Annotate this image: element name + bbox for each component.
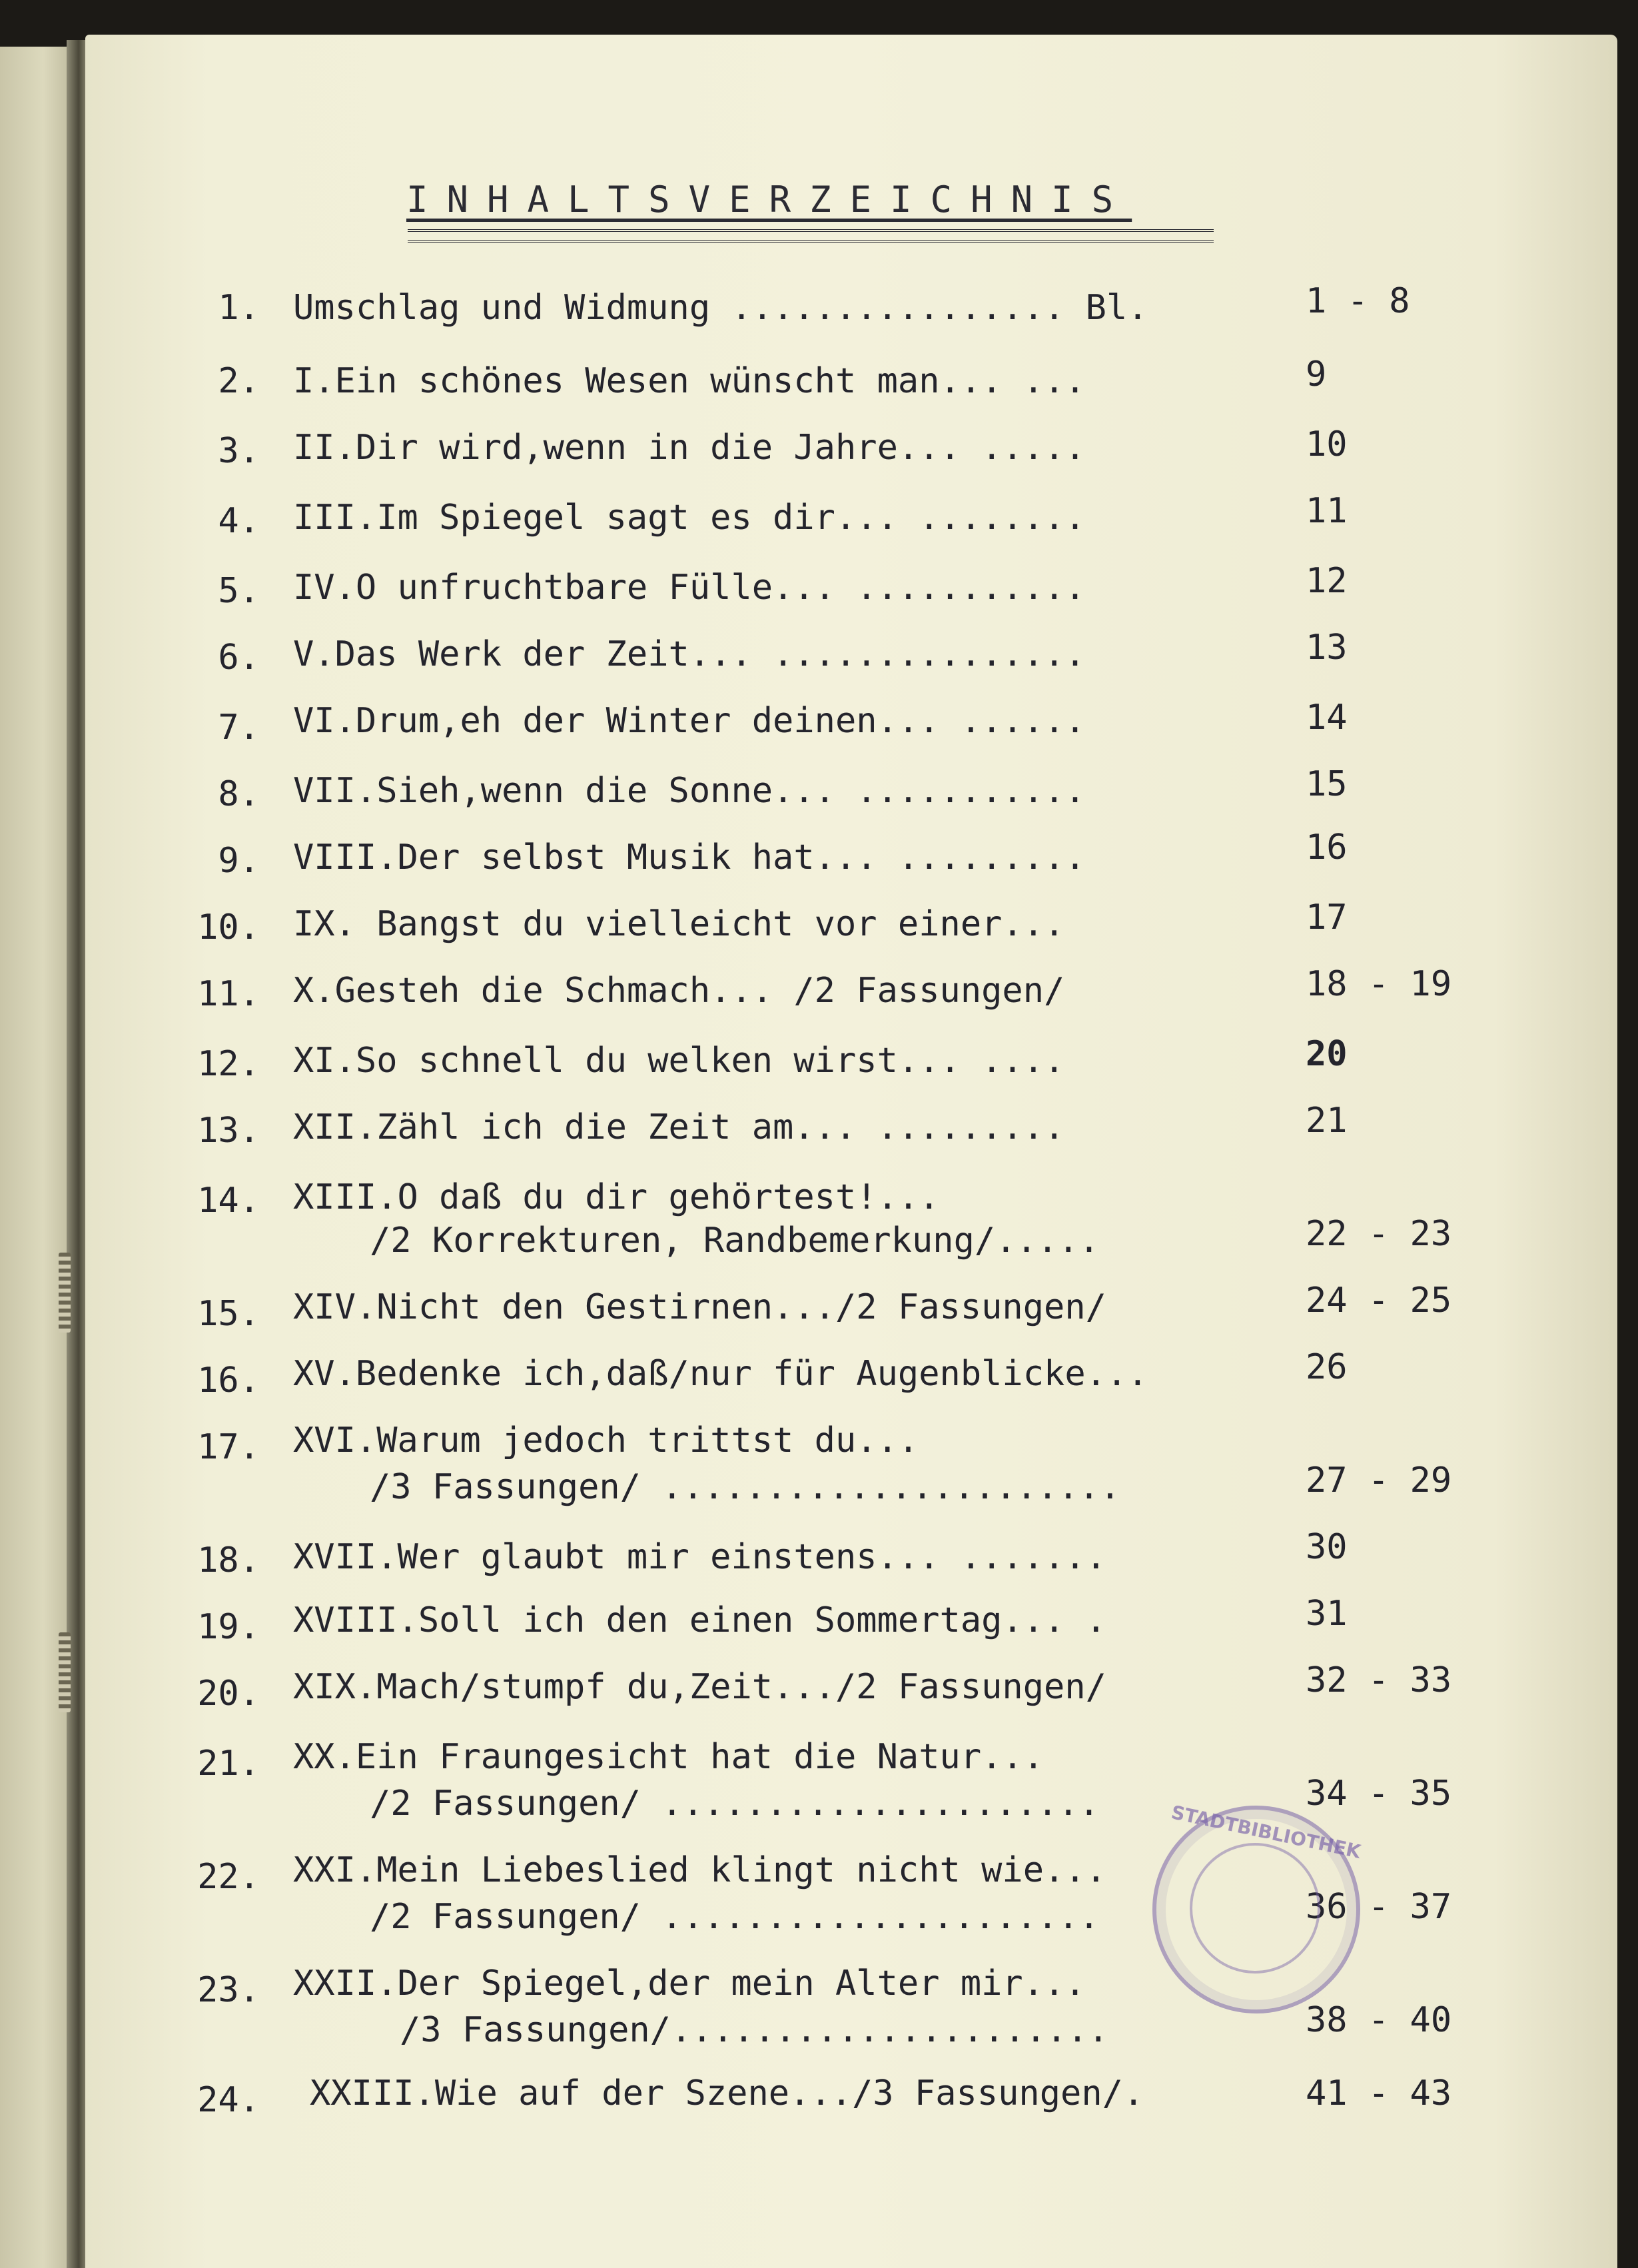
entry-title: XVIII.Soll ich den einen Sommertag... . — [293, 1600, 1106, 1640]
entry-title: IV.O unfruchtbare Fülle... ........... — [293, 568, 1086, 608]
entry-number: 2. — [218, 361, 260, 401]
library-stamp — [1152, 1801, 1363, 2013]
entry-number: 10. — [197, 907, 260, 947]
entry-number: 9. — [218, 841, 260, 881]
entry-pages: 32 - 33 — [1306, 1660, 1452, 1700]
entry-pages: 20 — [1306, 1034, 1348, 1074]
entry-number: 16. — [197, 1361, 260, 1401]
entry-subtitle: /2 Korrekturen, Randbemerkung/..... — [370, 1221, 1100, 1261]
entry-number: 22. — [197, 1857, 260, 1897]
entry-number: 8. — [218, 774, 260, 814]
entry-number: 4. — [218, 501, 260, 541]
entry-number: 23. — [197, 1970, 260, 2010]
entry-title: II.Dir wird,wenn in die Jahre... ..... — [293, 428, 1086, 468]
entry-pages: 10 — [1306, 424, 1348, 464]
entry-title: I.Ein schönes Wesen wünscht man... ... — [293, 361, 1086, 401]
entry-number: 19. — [197, 1607, 260, 1647]
entry-title: XX.Ein Fraungesicht hat die Natur... — [293, 1737, 1044, 1777]
entry-pages: 11 — [1306, 491, 1348, 531]
entry-pages: 34 - 35 — [1306, 1774, 1452, 1814]
entry-pages: 26 — [1306, 1347, 1348, 1387]
entry-pages: 36 - 37 — [1306, 1887, 1452, 1927]
entry-number: 21. — [197, 1744, 260, 1784]
entry-number: 3. — [218, 431, 260, 471]
entry-pages: 12 — [1306, 561, 1348, 601]
binding-stitch — [59, 1253, 71, 1333]
page-title: INHALTSVERZEICHNIS — [406, 179, 1132, 221]
entry-title: XXII.Der Spiegel,der mein Alter mir... — [293, 1964, 1086, 2003]
entry-pages: 9 — [1306, 354, 1327, 394]
entry-number: 1. — [218, 288, 260, 328]
entry-title: Umschlag und Widmung ................ Bl. — [293, 288, 1148, 328]
entry-number: 12. — [197, 1044, 260, 1084]
entry-title: III.Im Spiegel sagt es dir... ........ — [293, 498, 1086, 538]
entry-title: XIV.Nicht den Gestirnen.../2 Fassungen/ — [293, 1287, 1106, 1327]
entry-number: 15. — [197, 1294, 260, 1334]
entry-number: 6. — [218, 638, 260, 678]
entry-title: XIII.O daß du dir gehörtest!... — [293, 1177, 940, 1217]
entry-number: 13. — [197, 1111, 260, 1151]
entry-number: 18. — [197, 1540, 260, 1580]
entry-pages: 16 — [1306, 828, 1348, 867]
entry-pages: 31 — [1306, 1594, 1348, 1634]
entry-title: XXI.Mein Liebeslied klingt nicht wie... — [293, 1850, 1106, 1890]
entry-pages: 38 - 40 — [1306, 2000, 1452, 2040]
entry-title: XV.Bedenke ich,daß/nur für Augenblicke... — [293, 1354, 1148, 1394]
entry-title: X.Gesteh die Schmach... /2 Fassungen/ — [293, 971, 1065, 1011]
entry-pages: 27 - 29 — [1306, 1460, 1452, 1500]
entry-pages: 21 — [1306, 1101, 1348, 1141]
entry-number: 7. — [218, 708, 260, 748]
entry-number: 20. — [197, 1674, 260, 1714]
entry-pages: 1 - 8 — [1306, 281, 1410, 321]
entry-subtitle: /2 Fassungen/ ..................... — [370, 1784, 1100, 1824]
entry-title: XII.Zähl ich die Zeit am... ......... — [293, 1107, 1065, 1147]
entry-title: XIX.Mach/stumpf du,Zeit.../2 Fassungen/ — [293, 1667, 1106, 1707]
entry-title: XVI.Warum jedoch trittst du... — [293, 1420, 919, 1460]
entry-title: VI.Drum,eh der Winter deinen... ...... — [293, 701, 1086, 741]
entry-pages: 15 — [1306, 764, 1348, 804]
entry-number: 14. — [197, 1181, 260, 1221]
entry-number: 11. — [197, 974, 260, 1014]
entry-title: XVII.Wer glaubt mir einstens... ....... — [293, 1537, 1106, 1577]
entry-pages: 30 — [1306, 1527, 1348, 1567]
entry-title: VII.Sieh,wenn die Sonne... ........... — [293, 771, 1086, 811]
entry-pages: 13 — [1306, 628, 1348, 668]
binding-stitch — [59, 1632, 71, 1712]
stamp-text: STADTBIBLIOTHEK — [1169, 1801, 1363, 1863]
entry-title: V.Das Werk der Zeit... ............... — [293, 634, 1086, 674]
entry-title: IX. Bangst du vielleicht vor einer... — [293, 904, 1065, 944]
entry-subtitle: /3 Fassungen/..................... — [400, 2010, 1109, 2050]
entry-number: 17. — [197, 1427, 260, 1467]
entry-pages: 41 - 43 — [1306, 2073, 1452, 2113]
entry-number: 5. — [218, 571, 260, 611]
entry-title: XI.So schnell du welken wirst... .... — [293, 1041, 1065, 1081]
entry-pages: 24 - 25 — [1306, 1281, 1452, 1321]
entry-number: 24. — [197, 2080, 260, 2120]
entry-pages: 17 — [1306, 897, 1348, 937]
stamp-inner-ring — [1190, 1843, 1320, 1974]
entry-pages: 22 - 23 — [1306, 1214, 1452, 1254]
entry-subtitle: /2 Fassungen/ ..................... — [370, 1897, 1100, 1937]
entry-pages: 18 - 19 — [1306, 964, 1452, 1004]
entry-subtitle: /3 Fassungen/ ...................... — [370, 1467, 1121, 1507]
entry-title: XXIII.Wie auf der Szene.../3 Fassungen/. — [310, 2073, 1144, 2113]
entry-pages: 14 — [1306, 698, 1348, 738]
title-double-underline — [408, 229, 1214, 243]
entry-title: VIII.Der selbst Musik hat... ......... — [293, 838, 1086, 877]
